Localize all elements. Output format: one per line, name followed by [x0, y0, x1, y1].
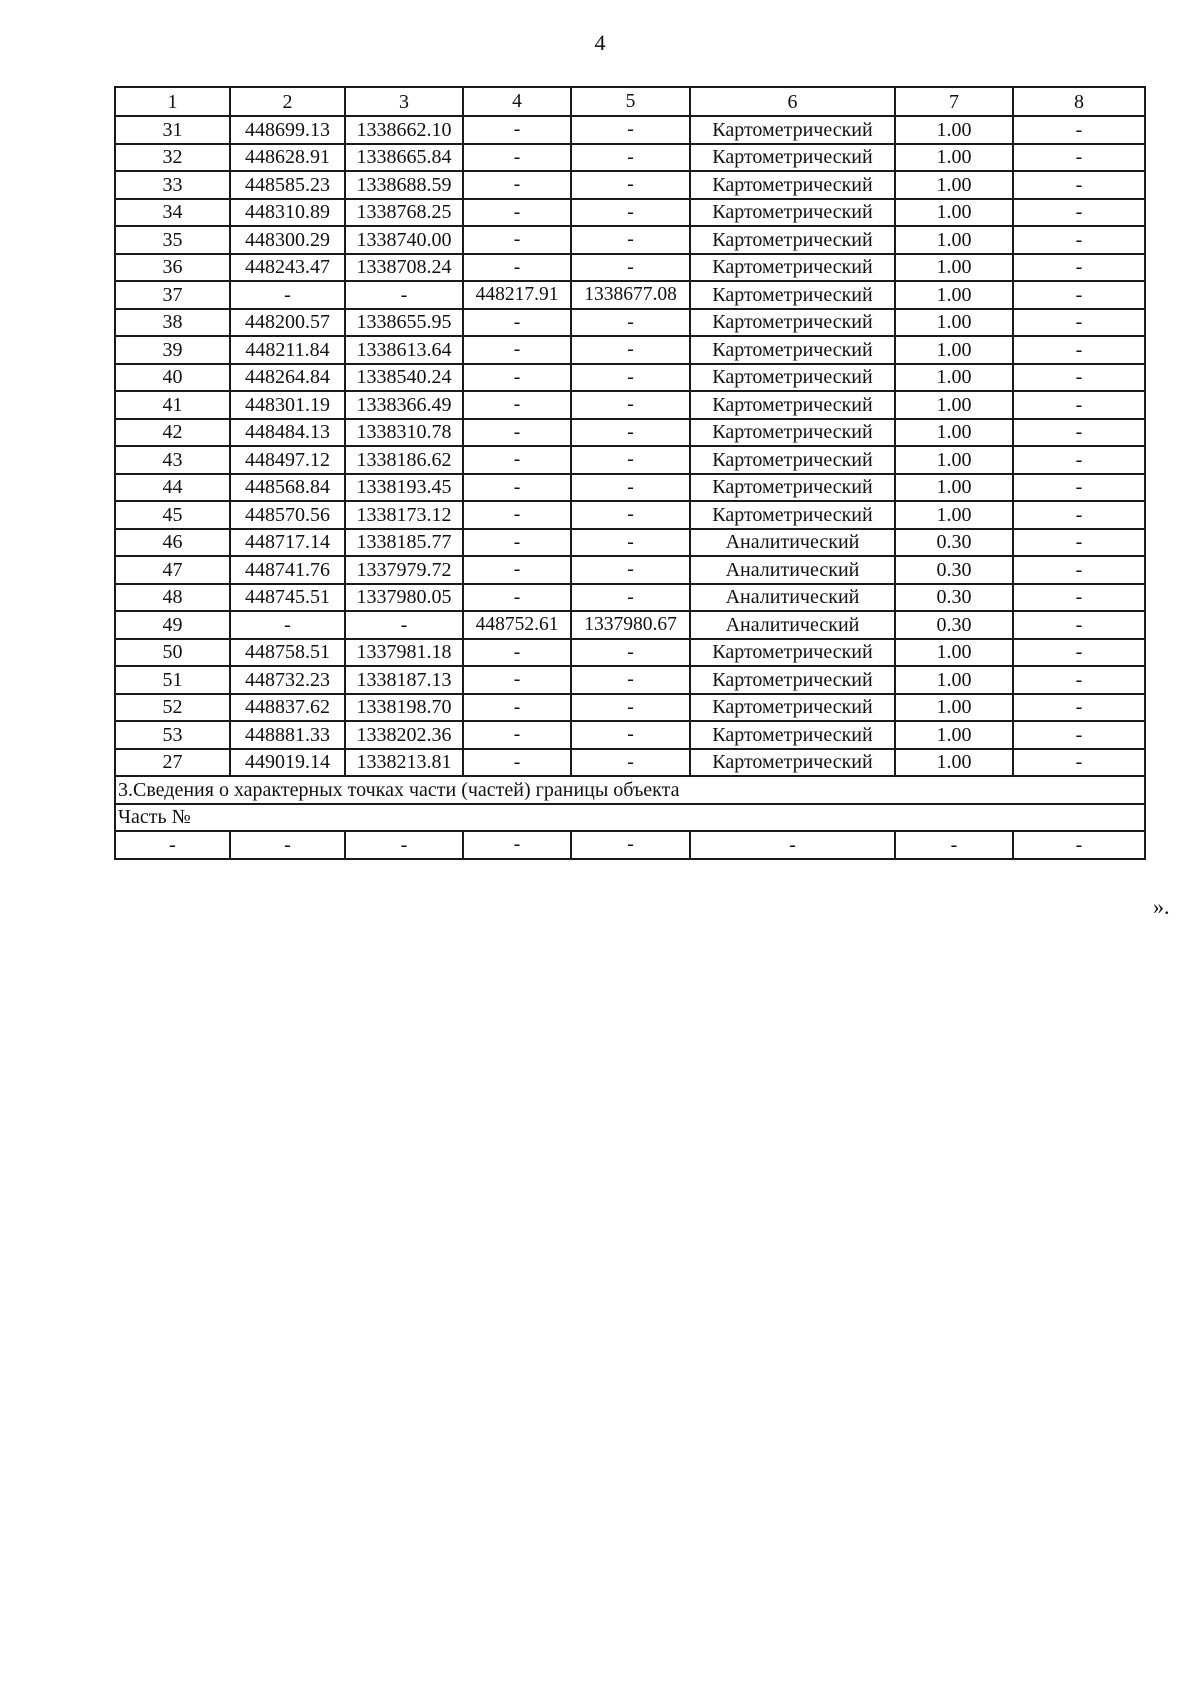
table-cell-col-4: - [463, 584, 571, 612]
table-cell-col-6: Картометрический [690, 749, 895, 777]
table-row [115, 639, 1145, 667]
table-cell-col-2: 448699.13 [230, 116, 345, 144]
table-row [115, 474, 1145, 502]
table-cell-col-4: - [463, 721, 571, 749]
table-cell-col-3: 1338655.95 [345, 309, 463, 337]
table-cell-col-3: 1338187.13 [345, 666, 463, 694]
table-row [115, 254, 1145, 282]
table-cell-col-6: Картометрический [690, 419, 895, 447]
table-cell-col-3: 1338173.12 [345, 501, 463, 529]
table-cell-col-4: - [463, 666, 571, 694]
table-cell-col-4: - [463, 419, 571, 447]
table-cell-col-3: 1338662.10 [345, 116, 463, 144]
table-cell-col-4: - [463, 474, 571, 502]
table-cell-col-1: 37 [115, 281, 230, 309]
table-cell-col-4: - [463, 556, 571, 584]
table-cell-col-8: - [1013, 639, 1145, 667]
table-cell-col-2: 449019.14 [230, 749, 345, 777]
part-data-row [115, 831, 1145, 859]
table-row [115, 226, 1145, 254]
table-cell-col-2: 2 [230, 87, 345, 116]
table-header-row [115, 87, 1145, 116]
table-cell-col-2: 448837.62 [230, 694, 345, 722]
table-cell-col-7: - [895, 831, 1013, 859]
table-cell-col-6: Картометрический [690, 226, 895, 254]
table-cell-col-2: 448585.23 [230, 171, 345, 199]
table-cell-col-4: - [463, 199, 571, 227]
table-cell-col-6: Картометрический [690, 446, 895, 474]
table-cell-col-1: 32 [115, 144, 230, 172]
table-cell-col-4: - [463, 336, 571, 364]
table-cell-col-5: - [571, 529, 690, 557]
table-cell-col-5: - [571, 419, 690, 447]
table-cell-col-7: 1.00 [895, 721, 1013, 749]
table-cell-col-3: - [345, 281, 463, 309]
table-cell-col-4: - [463, 391, 571, 419]
table-cell-col-1: 50 [115, 639, 230, 667]
table-cell-col-6: Картометрический [690, 281, 895, 309]
closing-quote-mark: ». [1153, 894, 1170, 919]
table-cell-col-5: - [571, 391, 690, 419]
table-cell-col-3: 1338740.00 [345, 226, 463, 254]
table-cell-col-8: - [1013, 529, 1145, 557]
table-cell-col-8: - [1013, 116, 1145, 144]
table-cell-col-3: 1338185.77 [345, 529, 463, 557]
table-cell-col-3: 1338768.25 [345, 199, 463, 227]
table-cell-col-3: 1338540.24 [345, 364, 463, 392]
table-cell-col-6: Картометрический [690, 144, 895, 172]
table-cell-col-8: - [1013, 556, 1145, 584]
table-cell-col-8: - [1013, 666, 1145, 694]
table-row [115, 336, 1145, 364]
table-cell-col-4: - [463, 831, 571, 859]
table-cell-col-8: - [1013, 584, 1145, 612]
table-cell-col-8: 8 [1013, 87, 1145, 116]
table-cell-col-3: 3 [345, 87, 463, 116]
table-cell-col-7: 1.00 [895, 309, 1013, 337]
table-cell-col-3: 1338193.45 [345, 474, 463, 502]
table-row [115, 446, 1145, 474]
table-cell-col-8: - [1013, 281, 1145, 309]
table-cell-col-1: 41 [115, 391, 230, 419]
table-cell-col-5: 1337980.67 [571, 611, 690, 639]
table-cell-col-7: 1.00 [895, 419, 1013, 447]
table-cell-col-7: 1.00 [895, 694, 1013, 722]
table-cell-col-7: 0.30 [895, 529, 1013, 557]
table-row [115, 749, 1145, 777]
table-cell-col-5: - [571, 721, 690, 749]
table-cell-col-7: 1.00 [895, 226, 1013, 254]
table-cell-col-1: 43 [115, 446, 230, 474]
table-cell-col-5: - [571, 309, 690, 337]
table-cell-col-5: - [571, 474, 690, 502]
table-cell-col-7: 1.00 [895, 474, 1013, 502]
table-cell-col-8: - [1013, 364, 1145, 392]
table-cell-col-4: - [463, 749, 571, 777]
table-cell-col-6: Картометрический [690, 721, 895, 749]
table-cell-col-1: 42 [115, 419, 230, 447]
table-cell-col-6: Картометрический [690, 694, 895, 722]
table-row [115, 281, 1145, 309]
table-cell-col-8: - [1013, 831, 1145, 859]
table-cell-col-7: 1.00 [895, 254, 1013, 282]
table-row [115, 364, 1145, 392]
table-cell-col-6: Картометрический [690, 639, 895, 667]
table-cell-col-5: - [571, 144, 690, 172]
table-row [115, 666, 1145, 694]
table-cell-col-8: - [1013, 336, 1145, 364]
table-row [115, 529, 1145, 557]
table-cell-col-4: - [463, 501, 571, 529]
table-cell-col-3: 1338688.59 [345, 171, 463, 199]
table-row [115, 391, 1145, 419]
table-cell-col-5: - [571, 556, 690, 584]
table-cell-col-7: 1.00 [895, 171, 1013, 199]
table-cell-col-3: 1338665.84 [345, 144, 463, 172]
table-cell-col-2: 448758.51 [230, 639, 345, 667]
table-cell-col-4: 448217.91 [463, 281, 571, 309]
table-cell-col-1: 45 [115, 501, 230, 529]
table-row [115, 611, 1145, 639]
table-cell-col-3: 1338213.81 [345, 749, 463, 777]
table-cell-col-7: 0.30 [895, 611, 1013, 639]
table-cell-col-7: 1.00 [895, 144, 1013, 172]
table-cell-col-1: 36 [115, 254, 230, 282]
table-cell-col-5: - [571, 584, 690, 612]
table-cell-col-5: - [571, 666, 690, 694]
coordinates-table [114, 86, 1146, 860]
table-cell-col-5: - [571, 116, 690, 144]
table-cell-col-8: - [1013, 144, 1145, 172]
table-cell-col-7: 1.00 [895, 501, 1013, 529]
table-cell-col-2: 448732.23 [230, 666, 345, 694]
table-row [115, 144, 1145, 172]
table-cell-col-2: - [230, 831, 345, 859]
table-cell-col-5: - [571, 694, 690, 722]
table-cell-col-2: 448568.84 [230, 474, 345, 502]
table-cell-col-7: 0.30 [895, 556, 1013, 584]
table-cell-col-6: Картометрический [690, 336, 895, 364]
table-row [115, 694, 1145, 722]
table-cell-col-4: 4 [463, 87, 571, 116]
table-cell-col-4: - [463, 254, 571, 282]
table-cell-col-6: - [690, 831, 895, 859]
table-cell-col-7: 0.30 [895, 584, 1013, 612]
part-label-row-text: Часть № [115, 804, 1145, 832]
table-cell-col-7: 1.00 [895, 336, 1013, 364]
table-cell-col-8: - [1013, 254, 1145, 282]
table-cell-col-2: 448717.14 [230, 529, 345, 557]
table-cell-col-1: 46 [115, 529, 230, 557]
table-cell-col-6: Картометрический [690, 116, 895, 144]
table-cell-col-5: 1338677.08 [571, 281, 690, 309]
table-cell-col-6: Картометрический [690, 474, 895, 502]
table-cell-col-2: 448628.91 [230, 144, 345, 172]
table-cell-col-2: 448264.84 [230, 364, 345, 392]
part-label-row [115, 804, 1145, 832]
table-row [115, 556, 1145, 584]
table-cell-col-2: 448741.76 [230, 556, 345, 584]
table-cell-col-1: 33 [115, 171, 230, 199]
table-cell-col-7: 1.00 [895, 281, 1013, 309]
table-cell-col-1: 52 [115, 694, 230, 722]
table-cell-col-4: - [463, 364, 571, 392]
table-cell-col-8: - [1013, 474, 1145, 502]
table-cell-col-2: 448484.13 [230, 419, 345, 447]
table-cell-col-5: - [571, 364, 690, 392]
table-cell-col-2: - [230, 611, 345, 639]
table-cell-col-7: 1.00 [895, 639, 1013, 667]
table-cell-col-4: - [463, 694, 571, 722]
table-cell-col-6: Картометрический [690, 501, 895, 529]
table-cell-col-4: - [463, 309, 571, 337]
table-cell-col-5: - [571, 171, 690, 199]
table-cell-col-6: Аналитический [690, 584, 895, 612]
table-cell-col-6: Картометрический [690, 666, 895, 694]
table-cell-col-4: - [463, 171, 571, 199]
table-cell-col-2: 448570.56 [230, 501, 345, 529]
table-cell-col-6: Картометрический [690, 199, 895, 227]
table-cell-col-5: - [571, 501, 690, 529]
table-cell-col-3: - [345, 611, 463, 639]
table-cell-col-5: - [571, 226, 690, 254]
table-cell-col-2: 448881.33 [230, 721, 345, 749]
table-cell-col-3: 1338198.70 [345, 694, 463, 722]
table-cell-col-3: 1337981.18 [345, 639, 463, 667]
table-cell-col-3: 1338310.78 [345, 419, 463, 447]
table-cell-col-2: 448745.51 [230, 584, 345, 612]
table-cell-col-3: - [345, 831, 463, 859]
table-cell-col-7: 1.00 [895, 364, 1013, 392]
table-cell-col-8: - [1013, 226, 1145, 254]
table-cell-col-4: 448752.61 [463, 611, 571, 639]
table-cell-col-5: - [571, 336, 690, 364]
table-cell-col-1: 31 [115, 116, 230, 144]
table-cell-col-8: - [1013, 391, 1145, 419]
table-cell-col-2: 448200.57 [230, 309, 345, 337]
table-cell-col-2: 448301.19 [230, 391, 345, 419]
table-cell-col-6: Аналитический [690, 529, 895, 557]
table-cell-col-3: 1338202.36 [345, 721, 463, 749]
table-cell-col-3: 1337980.05 [345, 584, 463, 612]
table-cell-col-6: Картометрический [690, 171, 895, 199]
table-cell-col-6: 6 [690, 87, 895, 116]
table-cell-col-6: Картометрический [690, 391, 895, 419]
table-cell-col-4: - [463, 446, 571, 474]
section-title-row [115, 776, 1145, 804]
coordinates-table-body [115, 87, 1145, 859]
table-row [115, 501, 1145, 529]
table-cell-col-7: 1.00 [895, 446, 1013, 474]
table-cell-col-8: - [1013, 199, 1145, 227]
table-cell-col-1: 49 [115, 611, 230, 639]
table-cell-col-1: 39 [115, 336, 230, 364]
table-cell-col-5: - [571, 639, 690, 667]
table-row [115, 171, 1145, 199]
table-cell-col-8: - [1013, 749, 1145, 777]
table-cell-col-8: - [1013, 446, 1145, 474]
table-cell-col-3: 1338366.49 [345, 391, 463, 419]
table-cell-col-1: 35 [115, 226, 230, 254]
table-row [115, 309, 1145, 337]
table-cell-col-4: - [463, 639, 571, 667]
table-cell-col-1: 48 [115, 584, 230, 612]
table-cell-col-2: 448211.84 [230, 336, 345, 364]
table-cell-col-1: 53 [115, 721, 230, 749]
table-cell-col-7: 1.00 [895, 749, 1013, 777]
coordinates-table-wrapper [114, 86, 1146, 860]
table-cell-col-2: 448497.12 [230, 446, 345, 474]
table-cell-col-4: - [463, 116, 571, 144]
table-cell-col-1: 34 [115, 199, 230, 227]
table-cell-col-8: - [1013, 694, 1145, 722]
table-row [115, 419, 1145, 447]
table-cell-col-4: - [463, 144, 571, 172]
table-cell-col-5: - [571, 749, 690, 777]
table-cell-col-8: - [1013, 501, 1145, 529]
table-row [115, 116, 1145, 144]
table-cell-col-3: 1338613.64 [345, 336, 463, 364]
table-cell-col-1: 47 [115, 556, 230, 584]
table-cell-col-7: 1.00 [895, 666, 1013, 694]
table-cell-col-3: 1337979.72 [345, 556, 463, 584]
table-cell-col-2: - [230, 281, 345, 309]
table-cell-col-8: - [1013, 721, 1145, 749]
table-cell-col-7: 7 [895, 87, 1013, 116]
table-cell-col-6: Картометрический [690, 254, 895, 282]
table-cell-col-5: 5 [571, 87, 690, 116]
table-cell-col-3: 1338186.62 [345, 446, 463, 474]
table-cell-col-5: - [571, 254, 690, 282]
table-cell-col-1: 1 [115, 87, 230, 116]
page-number: 4 [594, 30, 606, 55]
table-cell-col-5: - [571, 831, 690, 859]
table-cell-col-7: 1.00 [895, 391, 1013, 419]
table-row [115, 721, 1145, 749]
table-cell-col-6: Аналитический [690, 611, 895, 639]
table-cell-col-8: - [1013, 309, 1145, 337]
table-cell-col-8: - [1013, 611, 1145, 639]
table-cell-col-1: 27 [115, 749, 230, 777]
table-row [115, 584, 1145, 612]
table-cell-col-1: 44 [115, 474, 230, 502]
table-cell-col-6: Картометрический [690, 309, 895, 337]
table-cell-col-2: 448243.47 [230, 254, 345, 282]
table-cell-col-2: 448310.89 [230, 199, 345, 227]
table-cell-col-1: 51 [115, 666, 230, 694]
table-cell-col-1: - [115, 831, 230, 859]
table-cell-col-3: 1338708.24 [345, 254, 463, 282]
table-cell-col-4: - [463, 529, 571, 557]
table-cell-col-8: - [1013, 171, 1145, 199]
table-cell-col-5: - [571, 446, 690, 474]
table-cell-col-7: 1.00 [895, 116, 1013, 144]
table-cell-col-6: Аналитический [690, 556, 895, 584]
section-title-row-text: 3.Сведения о характерных точках части (частей) границы объекта [115, 776, 1145, 804]
table-cell-col-7: 1.00 [895, 199, 1013, 227]
table-row [115, 199, 1145, 227]
table-cell-col-6: Картометрический [690, 364, 895, 392]
table-cell-col-1: 38 [115, 309, 230, 337]
table-cell-col-2: 448300.29 [230, 226, 345, 254]
table-cell-col-5: - [571, 199, 690, 227]
table-cell-col-8: - [1013, 419, 1145, 447]
table-cell-col-1: 40 [115, 364, 230, 392]
table-cell-col-4: - [463, 226, 571, 254]
